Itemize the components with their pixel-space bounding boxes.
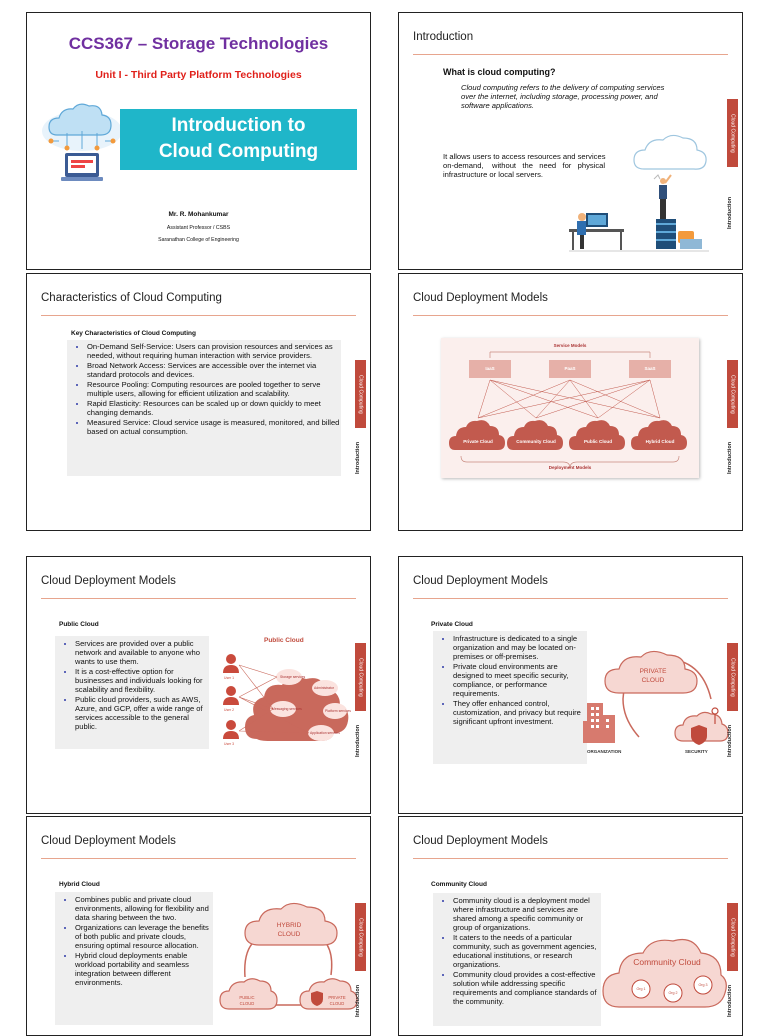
service-box-saas: SaaS (629, 360, 671, 378)
diagram-bottom-label: Deployment Models (548, 465, 592, 470)
administrator-label: Administrator (314, 686, 334, 690)
diagram-top-label: Service Models (553, 343, 587, 348)
list-item: • It caters to the needs of a particular community, such as government agencies, educational institutions, or research organizations. (453, 933, 601, 969)
storage-services-label: Storage services (280, 675, 306, 679)
list-item: • Rapid Elasticity: Resources can be scaled up or down quickly to meet changing demands. (87, 399, 341, 417)
slide-deployment-overview (398, 273, 743, 531)
community-cloud-list (433, 893, 601, 1026)
deployment-diagram (441, 338, 699, 478)
paragraph-line: on-demand, without the need for physical (443, 161, 606, 170)
slide-public-cloud (26, 556, 371, 814)
banner-line2: Cloud Computing (158, 141, 319, 162)
paragraph-line: infrastructure or local servers. (443, 170, 544, 179)
list-item: • On-Demand Self-Service: Users can provision resources and services as needed, without requiring human interaction with service providers. (87, 342, 341, 360)
list-item: • Resource Pooling: Computing resources are pooled together to serve multiple users, allowing for efficient utilization and scalability. (87, 380, 341, 398)
side-tab: Cloud Computing (727, 903, 738, 971)
private-cloud-line1: PRIVATE (639, 668, 667, 675)
title-divider (41, 598, 356, 599)
public-cloud-line2: CLOUD (239, 1001, 255, 1006)
list-item: • Private cloud environments are designed to meet specific security, compliance, or performance requirements. (453, 662, 587, 698)
list-item: • Measured Service: Cloud service usage is measured, monitored, and billed based on actual consumption. (87, 418, 341, 436)
list-item: • Services are provided over a public network and available to anyone who wants to use them. (75, 639, 209, 666)
list-item: • Broad Network Access: Services are accessible over the internet via standard protocols and devices. (87, 361, 341, 379)
side-tab: Cloud Computing (727, 99, 738, 167)
platform-services-label: Platform services (325, 709, 352, 713)
slide-title (26, 12, 371, 270)
section-subheading: Private Cloud (431, 621, 473, 628)
slide-hybrid-cloud (26, 816, 371, 1036)
slide-title: Cloud Deployment Models (41, 575, 176, 587)
slide-title: Cloud Deployment Models (413, 292, 548, 304)
definition-text: Cloud computing refers to the delivery of computing services over the internet, including storage, processing power, and software applications. (461, 83, 665, 110)
title-banner (120, 109, 357, 170)
author-college: Saranathan College of Engineering (158, 237, 239, 243)
cloud-network-illustration (37, 105, 127, 191)
course-title: CCS367 – Storage Technologies (68, 34, 329, 53)
side-label: Introduction (727, 984, 733, 1018)
side-label: Introduction (727, 441, 733, 475)
banner-line1: Introduction to (171, 115, 306, 136)
private-cloud-line1: PRIVATE (328, 995, 346, 1000)
org-1-label: Org 1 (636, 987, 646, 991)
side-tab: Cloud Computing (355, 903, 366, 971)
title-divider (413, 598, 728, 599)
slide-title: Cloud Deployment Models (413, 835, 548, 847)
security-label: SECURITY (685, 749, 708, 754)
title-divider (41, 858, 356, 859)
user-1-label: User 1 (224, 676, 234, 680)
section-subheading: Key Characteristics of Cloud Computing (71, 330, 196, 337)
cloud-worker-illustration (564, 121, 714, 261)
slide-title: Characteristics of Cloud Computing (41, 292, 222, 304)
question-heading: What is cloud computing? (443, 67, 556, 77)
side-label: Introduction (355, 441, 361, 475)
slide-characteristics (26, 273, 371, 531)
section-subheading: Community Cloud (431, 881, 487, 888)
list-item: • It is a cost-effective option for businesses and individuals looking for scalability and flexibility. (75, 667, 209, 694)
private-cloud-line2: CLOUD (641, 677, 665, 684)
org-3-label: Org 3 (698, 983, 708, 987)
hybrid-cloud-line1: HYBRID (276, 922, 302, 929)
list-item: • Hybrid cloud deployments enable workload portability and seamless integration between different environments. (75, 951, 213, 987)
section-subheading: Hybrid Cloud (59, 881, 100, 888)
author-role: Assistant Professor / CSBS (166, 225, 231, 231)
side-label: Introduction (727, 724, 733, 758)
list-item: • Public cloud providers, such as AWS, Azure, and GCP, offer a wide range of services accessible to the general public. (75, 695, 209, 731)
list-item: • Organizations can leverage the benefits of both public and private clouds, ensuring optimal resource allocation. (75, 923, 213, 950)
title-divider (41, 315, 356, 316)
title-divider (413, 858, 728, 859)
service-box-paas: PaaS (549, 360, 591, 378)
side-tab: Cloud Computing (355, 360, 366, 428)
cloud-label-public: Public Cloud (583, 439, 613, 444)
public-cloud-list (55, 636, 209, 749)
hybrid-cloud-line2: CLOUD (277, 931, 301, 938)
section-subheading: Public Cloud (59, 621, 99, 628)
user-2-label: User 2 (224, 708, 234, 712)
slide-title: Introduction (413, 31, 474, 43)
side-label: Introduction (355, 724, 361, 758)
slide-title: Cloud Deployment Models (413, 575, 548, 587)
list-item: • Community cloud is a deployment model where infrastructure and services are shared among a specific community or group of organizations. (453, 896, 601, 932)
public-cloud-diagram (217, 643, 357, 753)
title-divider (413, 54, 728, 55)
community-cloud-label: Community Cloud (633, 957, 701, 967)
hybrid-cloud-diagram (217, 905, 357, 1015)
service-box-iaas: IaaS (469, 360, 511, 378)
slide-private-cloud (398, 556, 743, 814)
hybrid-cloud-list (55, 892, 213, 1025)
list-item: • Infrastructure is dedicated to a single organization and may be located on-premises or off-premises. (453, 634, 587, 661)
organization-label: ORGANIZATION (587, 749, 622, 754)
side-label: Introduction (355, 984, 361, 1018)
slide-title: Cloud Deployment Models (41, 835, 176, 847)
side-label: Introduction (727, 196, 733, 230)
slide-introduction (398, 12, 743, 270)
public-cloud-line1: PUBLIC (239, 995, 255, 1000)
side-tab: Cloud Computing (355, 643, 366, 711)
private-cloud-line2: CLOUD (329, 1001, 345, 1006)
org-2-label: Org 2 (668, 991, 678, 995)
deployment-clouds (441, 338, 699, 478)
author-name: Mr. R. Mohankumar (168, 211, 229, 218)
side-tab: Cloud Computing (727, 643, 738, 711)
list-item: • Combines public and private cloud environments, allowing for flexibility and data sharing between the two. (75, 895, 213, 922)
title-divider (413, 315, 728, 316)
list-item: • Community cloud provides a cost-effective solution while addressing specific requirements and compliance standards of the community. (453, 970, 601, 1006)
application-services-label: Application services (310, 731, 340, 735)
list-item: • They offer enhanced control, customization, and privacy but require significant upfront investment. (453, 699, 587, 726)
characteristics-list (67, 340, 341, 476)
unit-title: Unit I - Third Party Platform Technologies (95, 69, 302, 81)
paragraph-line: It allows users to access resources and services (443, 152, 606, 161)
public-cloud-diagram-title: Public Cloud (264, 637, 304, 644)
cloud-label-hybrid: Hybrid Cloud (645, 439, 675, 444)
messaging-services-label: Messaging services (272, 707, 302, 711)
community-cloud-diagram (599, 913, 729, 1013)
private-cloud-diagram (583, 649, 733, 759)
user-3-label: User 3 (224, 742, 234, 746)
cloud-label-private: Private Cloud (463, 439, 493, 444)
slide-community-cloud (398, 816, 743, 1036)
side-tab: Cloud Computing (727, 360, 738, 428)
cloud-label-community: Community Cloud (516, 439, 556, 444)
private-cloud-list (433, 631, 587, 764)
